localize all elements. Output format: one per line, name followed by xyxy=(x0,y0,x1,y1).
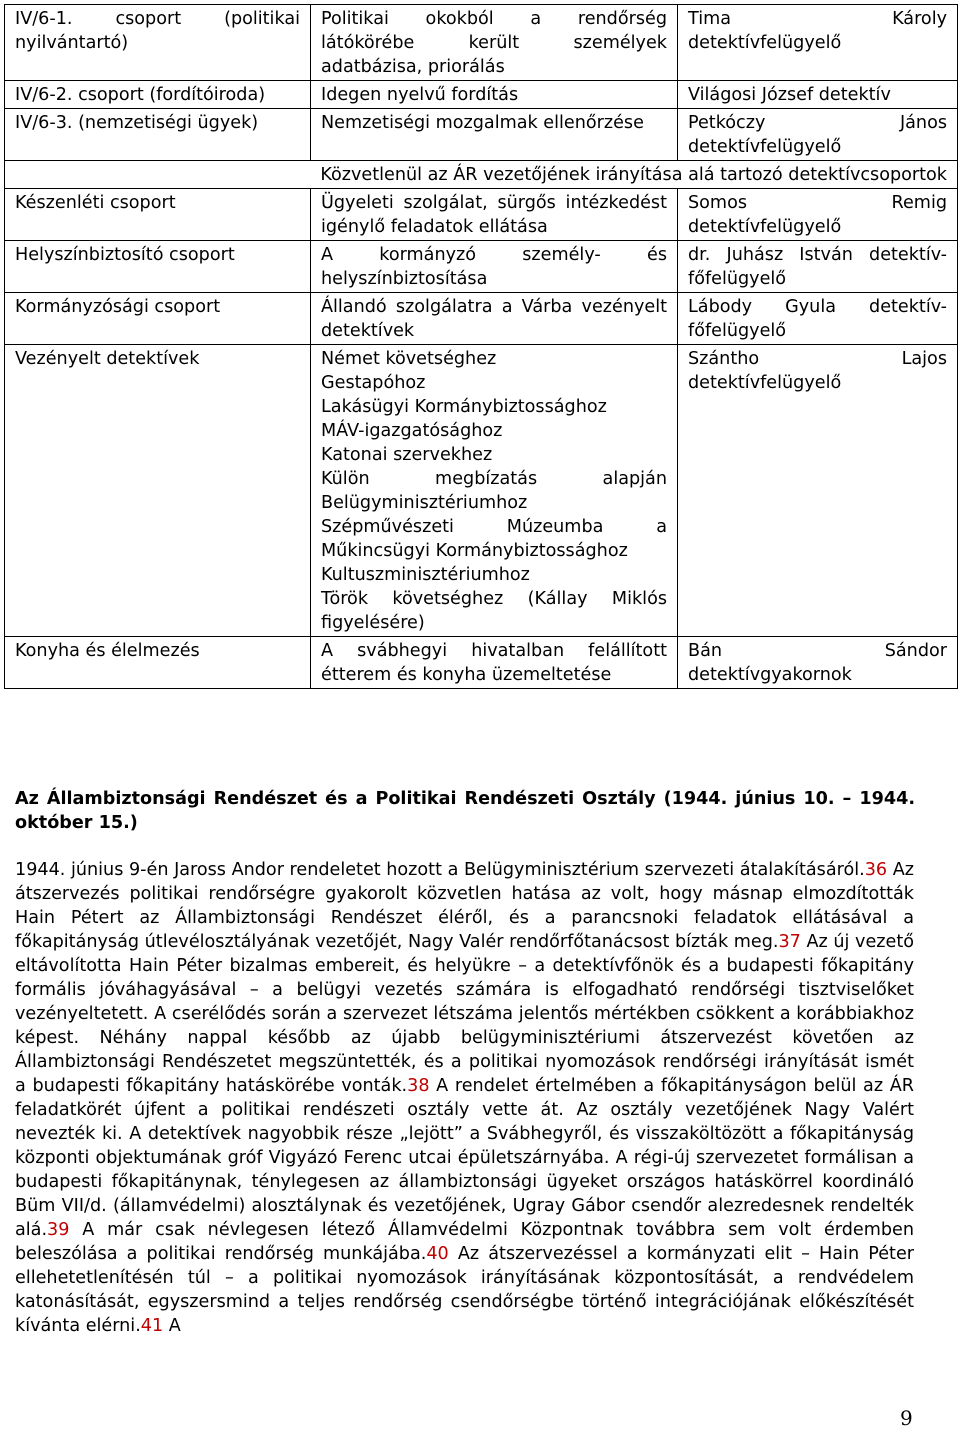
paragraph-text: A már csak névlegesen létező Államvédelmi Központnak továbbra sem volt érdemben beleszólása a politikai rendőrség munkájába. xyxy=(15,1220,914,1264)
lead-cell: Tima Károly detektívfelügyelő xyxy=(678,5,958,81)
footnote-reference[interactable]: 40 xyxy=(426,1244,449,1264)
lead-cell: dr. Juhász István detektív-főfelügyelő xyxy=(678,241,958,293)
task-cell xyxy=(311,345,678,637)
paragraph-text: Az átszervezéssel a kormányzati elit – Hain Péter ellehetetlenítésén túl – a politikai nyomozások irányításának központosítását, a rendvédelem katonásítását, egyszersmind a teljes rendőrség csendőrségbe történő integrációjának előkészítését kívánta elérni. xyxy=(15,1244,914,1336)
table-row xyxy=(5,241,958,293)
body-paragraph xyxy=(15,858,914,1338)
organization-table xyxy=(4,4,958,689)
table-row xyxy=(5,637,958,689)
footnote-reference[interactable]: 41 xyxy=(140,1316,164,1336)
task-cell: A svábhegyi hivatalban felállított étterem és konyha üzemeltetése xyxy=(311,637,678,689)
paragraph-text: A rendelet értelmében a főkapitányságon belül az ÁR feladatkörét újfent a politikai rendészeti osztály vette át. Az osztály vezetőjének Nagy Valért nevezték ki. A detektívek nagyobbik része „lejött” a Svábhegyről, és visszaköltözött a főkapitányság központi objektumának gróf Vigyázó Ferenc utcai épületszárnyába. A régi-új szervezetet formálisan a budapesti főkapitánynak, ténylegesen az állambiztonsági ügyeket országos hatáskörrel koordináló Büm VII/d. (államvédelmi) alosztálynak és vezetőjének, Ugray Gábor csendőr alezredesnek rendelték alá. xyxy=(15,1076,914,1240)
task-line: Gestapóhoz xyxy=(321,373,426,393)
task-line: Katonai szervekhez xyxy=(321,445,493,465)
paragraph-text: A xyxy=(163,1316,181,1336)
table-section-row xyxy=(5,161,958,189)
task-cell: Politikai okokból a rendőrség látókörébe került személyek adatbázisa, priorálás xyxy=(311,5,678,81)
task-line: Szépművészeti Múzeumba a Műkincsügyi Kormánybiztossághoz xyxy=(321,517,667,561)
table-row xyxy=(5,345,958,637)
page-number: 9 xyxy=(900,1406,913,1430)
group-cell: Készenléti csoport xyxy=(5,189,311,241)
table-row xyxy=(5,5,958,81)
group-cell: IV/6-2. csoport (fordítóiroda) xyxy=(5,81,311,109)
task-line: Lakásügyi Kormánybiztossághoz xyxy=(321,397,607,417)
task-cell: Idegen nyelvű fordítás xyxy=(311,81,678,109)
paragraph-text: Az átszervezés politikai rendőrségre gyakorolt közvetlen hatása az volt, hogy másnap elmozdították Hain Pétert az Állambiztonsági Rendészet éléről, és a parancsnoki feladatok ellátásával a főkapitányság útlevélosztályának vezetőjét, Nagy Valér rendőrfőtanácsost bízták meg. xyxy=(15,860,914,952)
group-cell: Vezényelt detektívek xyxy=(5,345,311,637)
footnote-reference[interactable]: 36 xyxy=(864,860,888,880)
table-row xyxy=(5,81,958,109)
lead-cell: Világosi József detektív xyxy=(678,81,958,109)
group-cell: IV/6-3. (nemzetiségi ügyek) xyxy=(5,109,311,161)
paragraph-text: 1944. június 9-én Jaross Andor rendeletet hozott a Belügyminisztérium szervezeti átalakításáról. xyxy=(15,860,865,880)
footnote-reference[interactable]: 39 xyxy=(47,1220,70,1240)
task-line: Török követséghez (Kállay Miklós figyelésére) xyxy=(321,589,667,633)
lead-cell: Bán Sándor detektívgyakornok xyxy=(678,637,958,689)
section-title: Az Állambiztonsági Rendészet és a Politikai Rendészeti Osztály (1944. június 10. – 1944. október 15.) xyxy=(15,789,915,833)
footnote-reference[interactable]: 37 xyxy=(778,932,801,952)
task-cell: Ügyeleti szolgálat, sürgős intézkedést igénylő feladatok ellátása xyxy=(311,189,678,241)
footnote-reference[interactable]: 38 xyxy=(407,1076,430,1096)
task-cell: Állandó szolgálatra a Várba vezényelt detektívek xyxy=(311,293,678,345)
task-line: Kultuszminisztériumhoz xyxy=(321,565,530,585)
lead-cell: Lábody Gyula detektív-főfelügyelő xyxy=(678,293,958,345)
task-line: Német követséghez xyxy=(321,349,497,369)
section-heading-cell: Közvetlenül az ÁR vezetőjének irányítása alá tartozó detektívcsoportok xyxy=(5,161,958,189)
lead-cell: Somos Remig detektívfelügyelő xyxy=(678,189,958,241)
group-cell: IV/6-1. csoport (politikai nyilvántartó) xyxy=(5,5,311,81)
lead-cell: Szántho Lajos detektívfelügyelő xyxy=(678,345,958,637)
task-cell: A kormányzó személy- és helyszínbiztosítása xyxy=(311,241,678,293)
task-line: MÁV-igazgatósághoz xyxy=(321,421,503,441)
task-line: Külön megbízatás alapján Belügyminisztériumhoz xyxy=(321,469,667,513)
group-cell: Konyha és élelmezés xyxy=(5,637,311,689)
paragraph-text: Az új vezető eltávolította Hain Péter bizalmas embereit, és helyükre – a detektívfőnök és a budapesti főkapitány formális jóváhagyásával – a belügyi vezetés számára is elfogadható rendőrségi tisztviselőket vezényeltetett. A cserélődés során a szervezet létszáma jelentős mértékben csökkent a korábbiakhoz képest. Néhány nappal később az újabb belügyminisztériumi átszervezést követően az Állambiztonsági Rendészetet megszüntették, és a politikai nyomozások rendőrségi irányítását ismét a budapesti főkapitány hatáskörébe vonták. xyxy=(15,932,914,1096)
group-cell: Helyszínbiztosító csoport xyxy=(5,241,311,293)
table-row xyxy=(5,109,958,161)
group-cell: Kormányzósági csoport xyxy=(5,293,311,345)
table-row xyxy=(5,189,958,241)
table-row xyxy=(5,293,958,345)
task-cell: Nemzetiségi mozgalmak ellenőrzése xyxy=(311,109,678,161)
lead-cell: Petkóczy János detektívfelügyelő xyxy=(678,109,958,161)
